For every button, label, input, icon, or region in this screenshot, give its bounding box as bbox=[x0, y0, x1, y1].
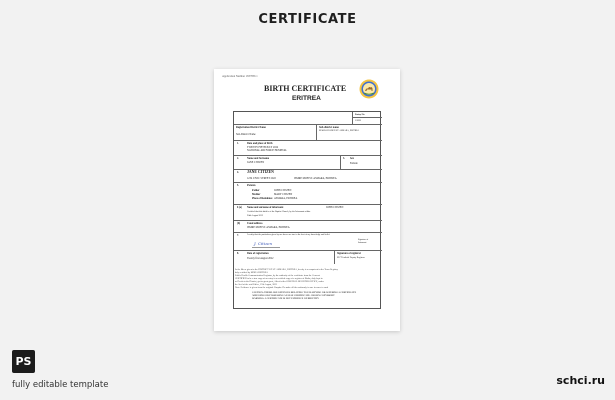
child-address: 1234 CIVIC STREET 2022 bbox=[247, 177, 276, 180]
footer-line: AND USING OR POSSESSING A FALSE CERTIFICATE. CROWN COPYRIGHT bbox=[252, 295, 335, 297]
footer-line: Public Health Communication Registrar, by the authority of the certificate from the Convent bbox=[235, 275, 320, 277]
footer-line: In the 8th or given in the DISTRICT OF ST. ASMARA, ERITREA, hereby is a competent in the Town Registry bbox=[235, 269, 338, 271]
place-value: ASMARA, ERITREA bbox=[274, 197, 298, 200]
birth-label: Date and place of birth bbox=[247, 142, 273, 145]
place-label: Place of Residence bbox=[252, 197, 273, 200]
sex-value: Female bbox=[350, 162, 358, 165]
name-value: JANE CITIZEN bbox=[247, 161, 265, 164]
informant-date: Fifth August 2022 bbox=[247, 215, 263, 217]
child-name: JANE CITIZEN bbox=[247, 170, 274, 174]
registration-district-label: Registration District Name bbox=[236, 126, 266, 129]
mother-label: Mother bbox=[252, 193, 261, 196]
footer-line: WARNING: A CERTIFICATE IS NOT EVIDENCE OF IDENTITY bbox=[252, 298, 319, 300]
footer-line: the Seal of the said Office, 17th August, 2022 bbox=[235, 284, 277, 286]
registrar-value: EICT Judicial Deputy Registrar bbox=[337, 257, 365, 259]
page-heading: CERTIFICATE bbox=[258, 12, 357, 27]
sub-district-label: Sub-district name bbox=[319, 126, 339, 129]
informant-note: Certified that this birth is of the Baptist Church, by the Informant within bbox=[247, 211, 311, 213]
father-value: JOHN CITIZEN bbox=[274, 189, 292, 192]
birth-place: NATIONAL AIR FORCE HOSPITAL bbox=[247, 149, 287, 152]
certificate-frame: Entry No 12096 Registration District Name Sub-District Name Sub-district name MAKDAH ODEN ST. ASMARA, ERITREA 1. Date and place of birth TWENTY FIFTH JULY 2022 NATIONAL AIR FORCE HOSPITAL 2. Name and Surname JANE CITIZEN 3. Sex Female 4. JANE CITIZEN 1234 CIVIC STREET 2022 ISMRE MOH ST. ASMARA, ERITREA 5. Parents Father JOHN CITIZEN Mother MARY CITIZEN Place of Residence ASMARA, ERITREA 6 (a) Name and surname of informant JOHN CITIZEN Certified that this birth is of the Baptist Church, by the Informant within Fifth August 2022 (b) Usual address ISMRE MOH ST. ASMARA, ERITREA 7. I certify that the particulars given by me above are true to the best of my knowledge and belief J. Citizen Signature of Informant 8. Date of registration Twenty first August 2022 Signature of registrar EICT Judicial Deputy Registrar bbox=[233, 111, 381, 309]
date-registration-value: Twenty first August 2022 bbox=[247, 257, 274, 260]
signature-role: Signature of Informant bbox=[358, 239, 369, 244]
application-number: Application Number 1837856 1 bbox=[222, 75, 258, 78]
certificate-country: ERITREA bbox=[292, 95, 321, 102]
sex-label: Sex bbox=[350, 157, 354, 160]
photoshop-icon: PS bbox=[12, 350, 35, 373]
footer-line: CERTIFIED to be a true copy of an entry in a certified copy of a register of Births, duly kept in bbox=[235, 278, 323, 280]
tagline: fully editable template bbox=[12, 380, 109, 390]
registration-district-value: Sub-District Name bbox=[236, 133, 256, 136]
brand-logo: schci.ru bbox=[556, 374, 605, 387]
informant-value: JOHN CITIZEN bbox=[326, 206, 344, 209]
address-value: ISMRE MOH ST. ASMARA, ERITREA bbox=[247, 226, 290, 229]
parents-label: Parents bbox=[247, 184, 256, 187]
certificate-title: BIRTH CERTIFICATE bbox=[264, 84, 347, 93]
date-registration-label: Date of registration bbox=[247, 252, 269, 255]
birth-certificate-document bbox=[214, 69, 400, 331]
eritrea-coat-of-arms-icon bbox=[359, 79, 379, 99]
entry-no-value: 12096 bbox=[355, 119, 361, 122]
footer-line: CAUTION: THERE ARE OFFENCES RELATING TO FALSIFYING OR ALTERING A CERTIFICATE bbox=[252, 292, 357, 294]
footer-line: duly certified by MOHA ERITREA bbox=[235, 272, 268, 274]
mother-value: MARY CITIZEN bbox=[274, 193, 293, 196]
entry-no-label: Entry No bbox=[355, 113, 365, 116]
address-label: Usual address bbox=[247, 222, 263, 225]
certify-text: I certify that the particulars given by me above are true to the best of my knowledge and belief bbox=[247, 234, 330, 236]
footer-line: or Deeds to the District, got to great great, Alfred at the ORIGINAL REGISTER OFFICE, under bbox=[235, 281, 324, 283]
informant-signature: J. Citizen bbox=[254, 241, 273, 246]
informant-label: Name and surname of informant bbox=[247, 206, 284, 209]
father-label: Father bbox=[252, 189, 260, 192]
sub-district-value: MAKDAH ODEN ST. ASMARA, ERITREA bbox=[319, 130, 360, 132]
birth-date: TWENTY FIFTH JULY 2022 bbox=[247, 146, 279, 149]
name-label: Name and Surname bbox=[247, 157, 270, 160]
child-city: ISMRE MOH ST. ASMARA, ERITREA bbox=[294, 177, 337, 180]
footer-line: Note: Evidence is given from the original. Bruptin. Do make all the uniformly is sure for sure to such bbox=[235, 287, 329, 289]
registrar-label: Signature of registrar bbox=[337, 252, 361, 255]
